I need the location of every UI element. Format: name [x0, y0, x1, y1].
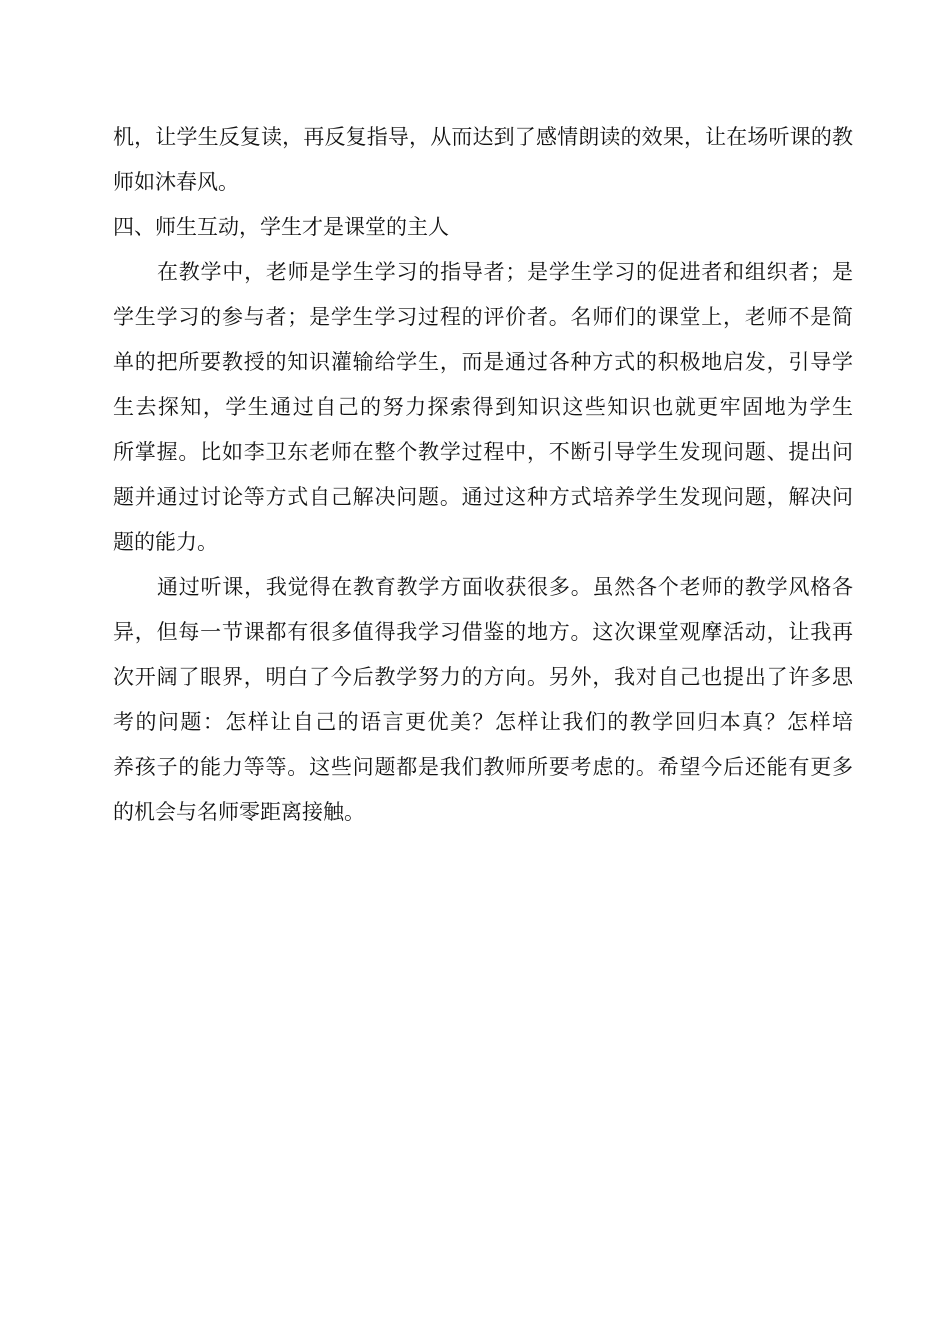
text-line: 学生学习的参与者；是学生学习过程的评价者。名师们的课堂上，老师不是简 — [113, 305, 853, 329]
text-line: 题的能力。 — [113, 530, 218, 554]
text-line: 所掌握。比如李卫东老师在整个教学过程中，不断引导学生发现问题、提出问 — [113, 440, 853, 464]
text-line: 师如沐春风。 — [113, 170, 239, 194]
paragraph-conclusion — [113, 565, 853, 835]
text-line: 生去探知，学生通过自己的努力探索得到知识这些知识也就更牢固地为学生 — [113, 395, 853, 419]
text-line: 考的问题：怎样让自己的语言更优美？怎样让我们的教学回归本真？怎样培 — [113, 710, 853, 734]
text-line: 的机会与名师零距离接触。 — [113, 800, 365, 824]
text-line: 单的把所要教授的知识灌输给学生，而是通过各种方式的积极地启发，引导学 — [113, 350, 853, 374]
text-line: 在教学中，老师是学生学习的指导者；是学生学习的促进者和组织者；是 — [157, 260, 853, 284]
text-line: 通过听课，我觉得在教育教学方面收获很多。虽然各个老师的教学风格各 — [157, 575, 853, 599]
paragraph-teacher-role — [113, 250, 853, 565]
text-line: 次开阔了眼界，明白了今后教学努力的方向。另外，我对自己也提出了许多思 — [113, 665, 853, 689]
section-heading — [113, 205, 853, 250]
text-line: 机，让学生反复读，再反复指导，从而达到了感情朗读的效果，让在场听课的教 — [113, 125, 853, 149]
heading-text: 四、师生互动，学生才是课堂的主人 — [113, 215, 449, 239]
text-line: 题并通过讨论等方式自己解决问题。通过这种方式培养学生发现问题，解决问 — [113, 485, 853, 509]
text-line: 异，但每一节课都有很多值得我学习借鉴的地方。这次课堂观摩活动，让我再 — [113, 620, 853, 644]
text-line: 养孩子的能力等等。这些问题都是我们教师所要考虑的。希望今后还能有更多 — [113, 755, 853, 779]
document-body — [113, 115, 853, 835]
paragraph-continuation — [113, 115, 853, 205]
